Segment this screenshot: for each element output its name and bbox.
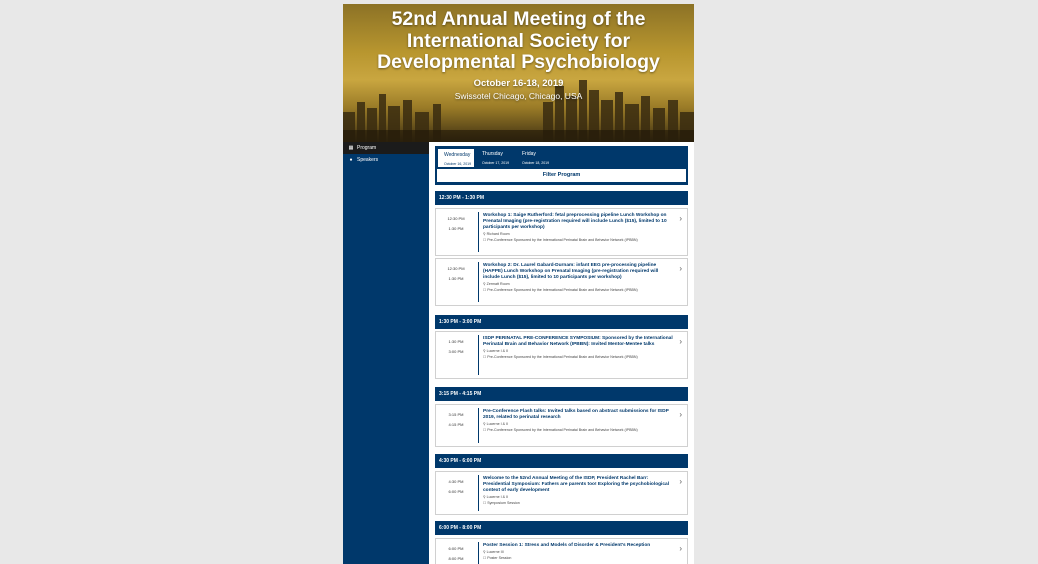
tab-day-label: Friday: [522, 151, 536, 157]
sidebar-nav: [343, 142, 429, 564]
event-card[interactable]: [435, 331, 688, 379]
divider: [478, 212, 479, 252]
filter-program-button[interactable]: Filter Program: [437, 169, 686, 182]
event-location: Lucerne I & II: [486, 422, 509, 426]
location-pin-icon: ⚲: [483, 232, 487, 236]
sidebar-item-label: Speakers: [357, 157, 379, 163]
event-card[interactable]: [435, 208, 688, 256]
tab-wednesday[interactable]: [437, 148, 475, 168]
time-slot-header: 6:00 PM - 8:00 PM: [435, 521, 688, 535]
calendar-icon: ▦: [348, 145, 354, 151]
event-start-time: 4:30 PM: [448, 479, 464, 484]
event-start-time: 6:00 PM: [448, 546, 464, 551]
chevron-right-icon: ›: [679, 544, 682, 553]
divider: [478, 475, 479, 511]
app-window: [343, 4, 694, 564]
location-pin-icon: ⚲: [483, 495, 487, 499]
event-category: Symposium Session: [487, 501, 520, 505]
sidebar-item-speakers[interactable]: [343, 154, 429, 166]
event-card[interactable]: [435, 258, 688, 306]
tab-date-label: October 17, 2019: [482, 161, 510, 165]
event-start-time: 3:15 PM: [448, 412, 464, 417]
conference-title: 52nd Annual Meeting of the International Society for Developmental Psychobiology: [377, 8, 660, 73]
divider: [478, 335, 479, 375]
chevron-right-icon: ›: [679, 337, 682, 346]
event-title: Workshop 1: Saige Rutherford: fetal preprocessing pipeline Lunch Workshop on Prenatal Imaging (pre-registration required will include Lunch ($15), limited to 10 participants per workshop): [483, 213, 667, 230]
event-title: Workshop 2: Dr. Laurel Gabard-Durnam: infant EEG pre-processing pipeline (HAPPE) Lunch Workshop on Prenatal Imaging (pre-registration required will include Lunch ($15), limited to 10 participants per workshop): [483, 263, 659, 280]
event-category: Pre-Conference Sponsored by the International Perinatal Brain and Behavior Network (IPBBN): [487, 238, 638, 242]
conference-dates: October 16-18, 2019: [473, 77, 564, 89]
event-card[interactable]: [435, 404, 688, 447]
event-title: Poster Session 1: Stress and Models of Disorder & President's Reception: [483, 543, 651, 548]
time-slot-header: 12:30 PM - 1:30 PM: [435, 191, 688, 205]
event-title: Welcome to the 52nd Annual Meeting of the ISDP, President Rachel Barr: Presidential Symposium: Fathers are parents too! Exploring the psychobiological context of early development: [483, 476, 670, 493]
tab-day-label: Thursday: [482, 151, 503, 157]
event-end-time: 3:00 PM: [448, 349, 464, 354]
conference-venue: Swissotel Chicago, Chicago, USA: [454, 90, 583, 101]
tab-day-label: Wednesday: [444, 152, 471, 158]
category-icon: ☐: [483, 355, 488, 359]
event-location: Richard Room: [486, 232, 510, 236]
conference-banner: [343, 4, 694, 142]
event-category: Pre-Conference Sponsored by the International Perinatal Brain and Behavior Network (IPBBN): [487, 428, 638, 432]
tab-date-label: October 18, 2019: [522, 161, 550, 165]
chevron-right-icon: ›: [679, 264, 682, 273]
event-location: Lucerne I & II: [486, 495, 509, 499]
day-tabs-bar: [435, 146, 688, 185]
event-title: ISDP PERINATAL PRE-CONFERENCE SYMPOSIUM: Sponsored by the International Perinatal Brain and Behavior Network (IPBBN): Invited Mentor-Mentee talks: [483, 336, 673, 347]
location-pin-icon: ⚲: [483, 282, 487, 286]
divider: [478, 542, 479, 564]
event-category: Poster Session: [487, 556, 512, 560]
tab-date-label: October 16, 2019: [444, 162, 472, 166]
event-end-time: 6:00 PM: [448, 489, 464, 494]
program-content: [431, 142, 694, 564]
location-pin-icon: ⚲: [483, 349, 487, 353]
sidebar-item-label: Program: [357, 145, 377, 151]
event-category: Pre-Conference Sponsored by the International Perinatal Brain and Behavior Network (IPBBN): [487, 355, 638, 359]
person-icon: ●: [349, 157, 353, 163]
event-start-time: 12:30 PM: [447, 266, 465, 271]
divider: [478, 262, 479, 302]
event-end-time: 4:15 PM: [448, 422, 464, 427]
event-location: Lucerne I & II: [486, 349, 509, 353]
sidebar-item-program[interactable]: [343, 142, 429, 154]
category-icon: ☐: [483, 288, 488, 292]
time-slot-header: 4:30 PM - 6:00 PM: [435, 454, 688, 468]
event-end-time: 8:00 PM: [448, 556, 464, 561]
category-icon: ☐: [483, 556, 488, 560]
event-start-time: 1:30 PM: [448, 339, 464, 344]
tab-friday[interactable]: [516, 148, 556, 168]
chevron-right-icon: ›: [679, 410, 682, 419]
event-category: Pre-Conference Sponsored by the International Perinatal Brain and Behavior Network (IPBBN): [487, 288, 638, 292]
event-end-time: 1:30 PM: [448, 276, 464, 281]
category-icon: ☐: [483, 238, 488, 242]
event-location: Lucerne III: [486, 550, 504, 554]
chevron-right-icon: ›: [679, 477, 682, 486]
event-start-time: 12:30 PM: [447, 216, 465, 221]
event-title: Pre-Conference Flash talks: Invited talks based on abstract submissions for ISDP 2019, related to perinatal research: [483, 409, 669, 420]
time-slot-header: 1:30 PM - 3:00 PM: [435, 315, 688, 329]
chevron-right-icon: ›: [679, 214, 682, 223]
time-slot-header: 3:15 PM - 4:15 PM: [435, 387, 688, 401]
location-pin-icon: ⚲: [483, 422, 487, 426]
category-icon: ☐: [483, 428, 488, 432]
location-pin-icon: ⚲: [483, 550, 487, 554]
category-icon: ☐: [483, 501, 488, 505]
event-location: Zermatt Room: [486, 282, 510, 286]
event-card[interactable]: [435, 471, 688, 515]
event-end-time: 1:30 PM: [448, 226, 464, 231]
tab-thursday[interactable]: [476, 148, 516, 168]
divider: [478, 408, 479, 443]
event-card[interactable]: [435, 538, 688, 564]
